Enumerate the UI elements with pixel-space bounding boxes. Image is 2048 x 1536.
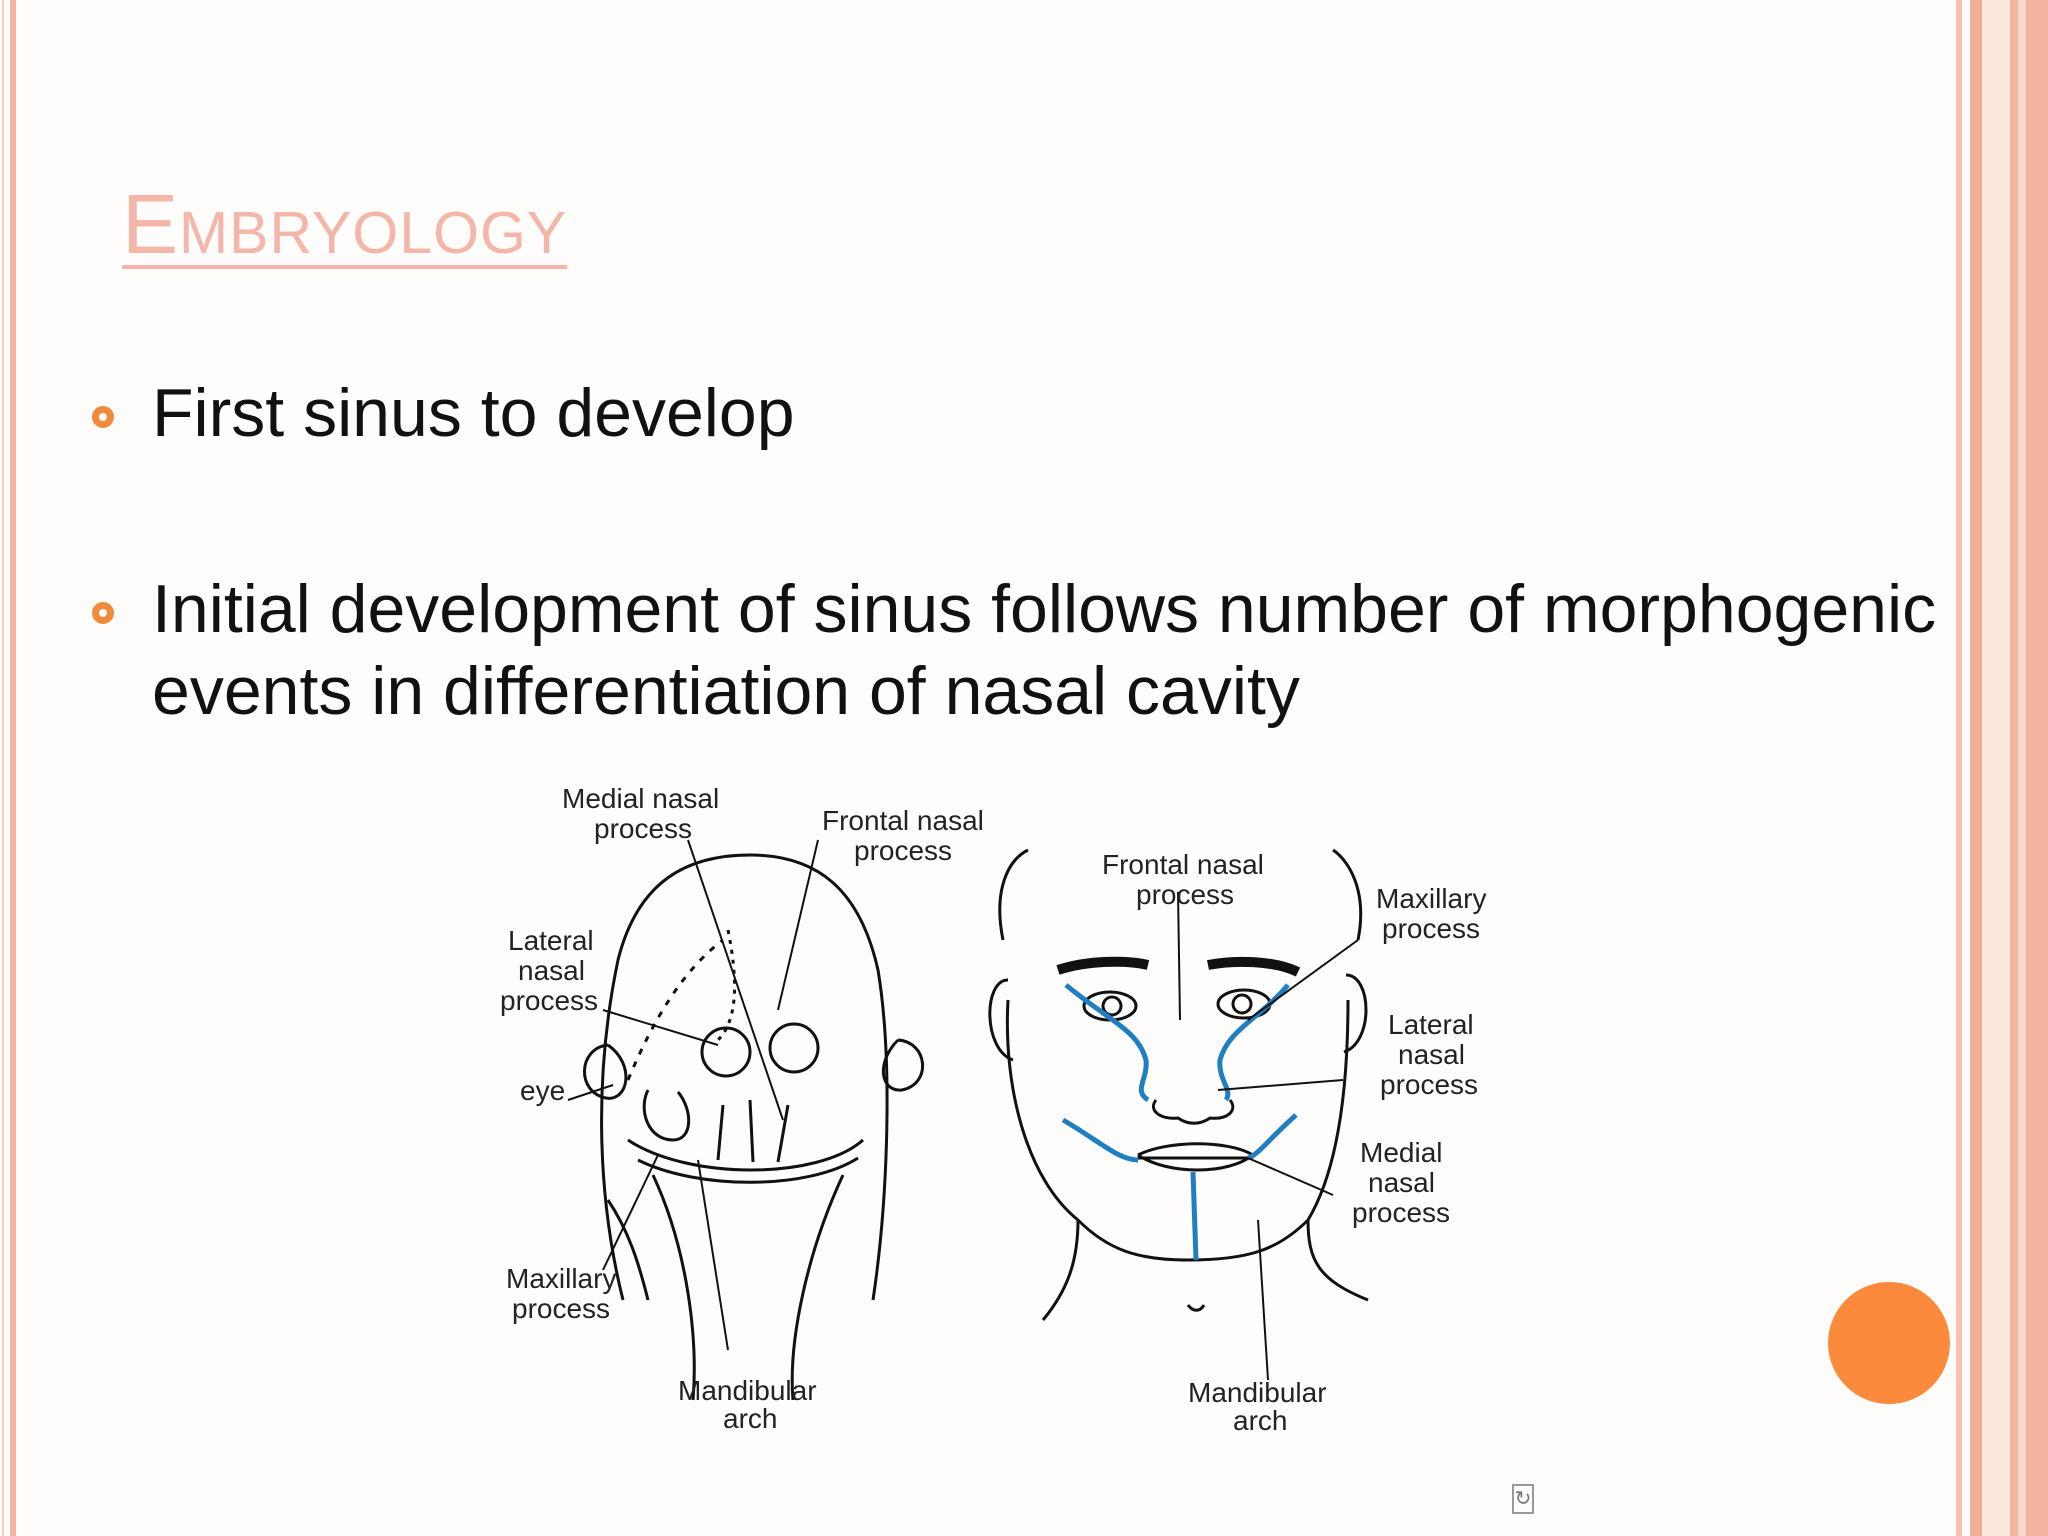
bullet-text-1: First sinus to develop — [152, 375, 795, 451]
bullet-item-1 — [92, 372, 1972, 454]
bullet-circle-icon — [92, 406, 114, 428]
left-label-maxillary-1: Maxillary — [506, 1263, 617, 1294]
bullet-text-2: Initial development of sinus follows number of morphogenic events in differentiation of nasal cavity — [152, 571, 1937, 729]
bullet-list — [92, 372, 1972, 732]
right-border — [1956, 0, 2048, 1536]
right-label-maxillary-2: process — [1382, 913, 1481, 944]
right-label-lateral-nasal-3: process — [1380, 1069, 1479, 1100]
left-border — [10, 0, 16, 1536]
right-label-frontal-nasal-1: Frontal nasal — [1102, 849, 1264, 880]
bullet-circle-icon — [92, 602, 114, 624]
embryo-face-drawing — [584, 855, 922, 1400]
refresh-icon[interactable]: ↻ — [1512, 1484, 1534, 1514]
right-label-maxillary-1: Maxillary — [1376, 883, 1487, 914]
accent-dot — [1828, 1282, 1950, 1404]
right-label-mandibular-1: Mandibular — [1188, 1377, 1327, 1408]
bullet-item-2 — [92, 568, 1972, 732]
right-label-lateral-nasal-1: Lateral — [1388, 1009, 1474, 1040]
left-label-medial-nasal-2: process — [594, 813, 693, 844]
left-border-thin — [2, 0, 4, 1536]
left-label-frontal-nasal-2: process — [854, 835, 953, 866]
left-label-mandibular-1: Mandibular — [678, 1375, 817, 1406]
right-label-medial-nasal-2: nasal — [1368, 1167, 1435, 1198]
right-label-medial-nasal-3: process — [1352, 1197, 1451, 1228]
right-label-frontal-nasal-2: process — [1136, 879, 1235, 910]
right-label-medial-nasal-1: Medial — [1360, 1137, 1443, 1168]
left-label-frontal-nasal-1: Frontal nasal — [822, 805, 984, 836]
left-label-maxillary-2: process — [512, 1293, 611, 1324]
face-development-diagram — [488, 780, 1548, 1520]
left-label-lateral-nasal-3: process — [500, 985, 599, 1016]
right-label-mandibular-2: arch — [1233, 1405, 1288, 1436]
face-development-figure — [488, 780, 1548, 1520]
slide-title: Embryology — [122, 177, 568, 271]
left-label-mandibular-2: arch — [723, 1403, 778, 1434]
left-label-eye: eye — [520, 1075, 566, 1106]
right-label-lateral-nasal-2: nasal — [1398, 1039, 1465, 1070]
left-label-lateral-nasal-2: nasal — [518, 955, 585, 986]
adult-face-fusion-lines — [1063, 985, 1296, 1260]
left-label-medial-nasal-1: Medial nasal — [562, 783, 720, 814]
left-label-lateral-nasal-1: Lateral — [508, 925, 594, 956]
